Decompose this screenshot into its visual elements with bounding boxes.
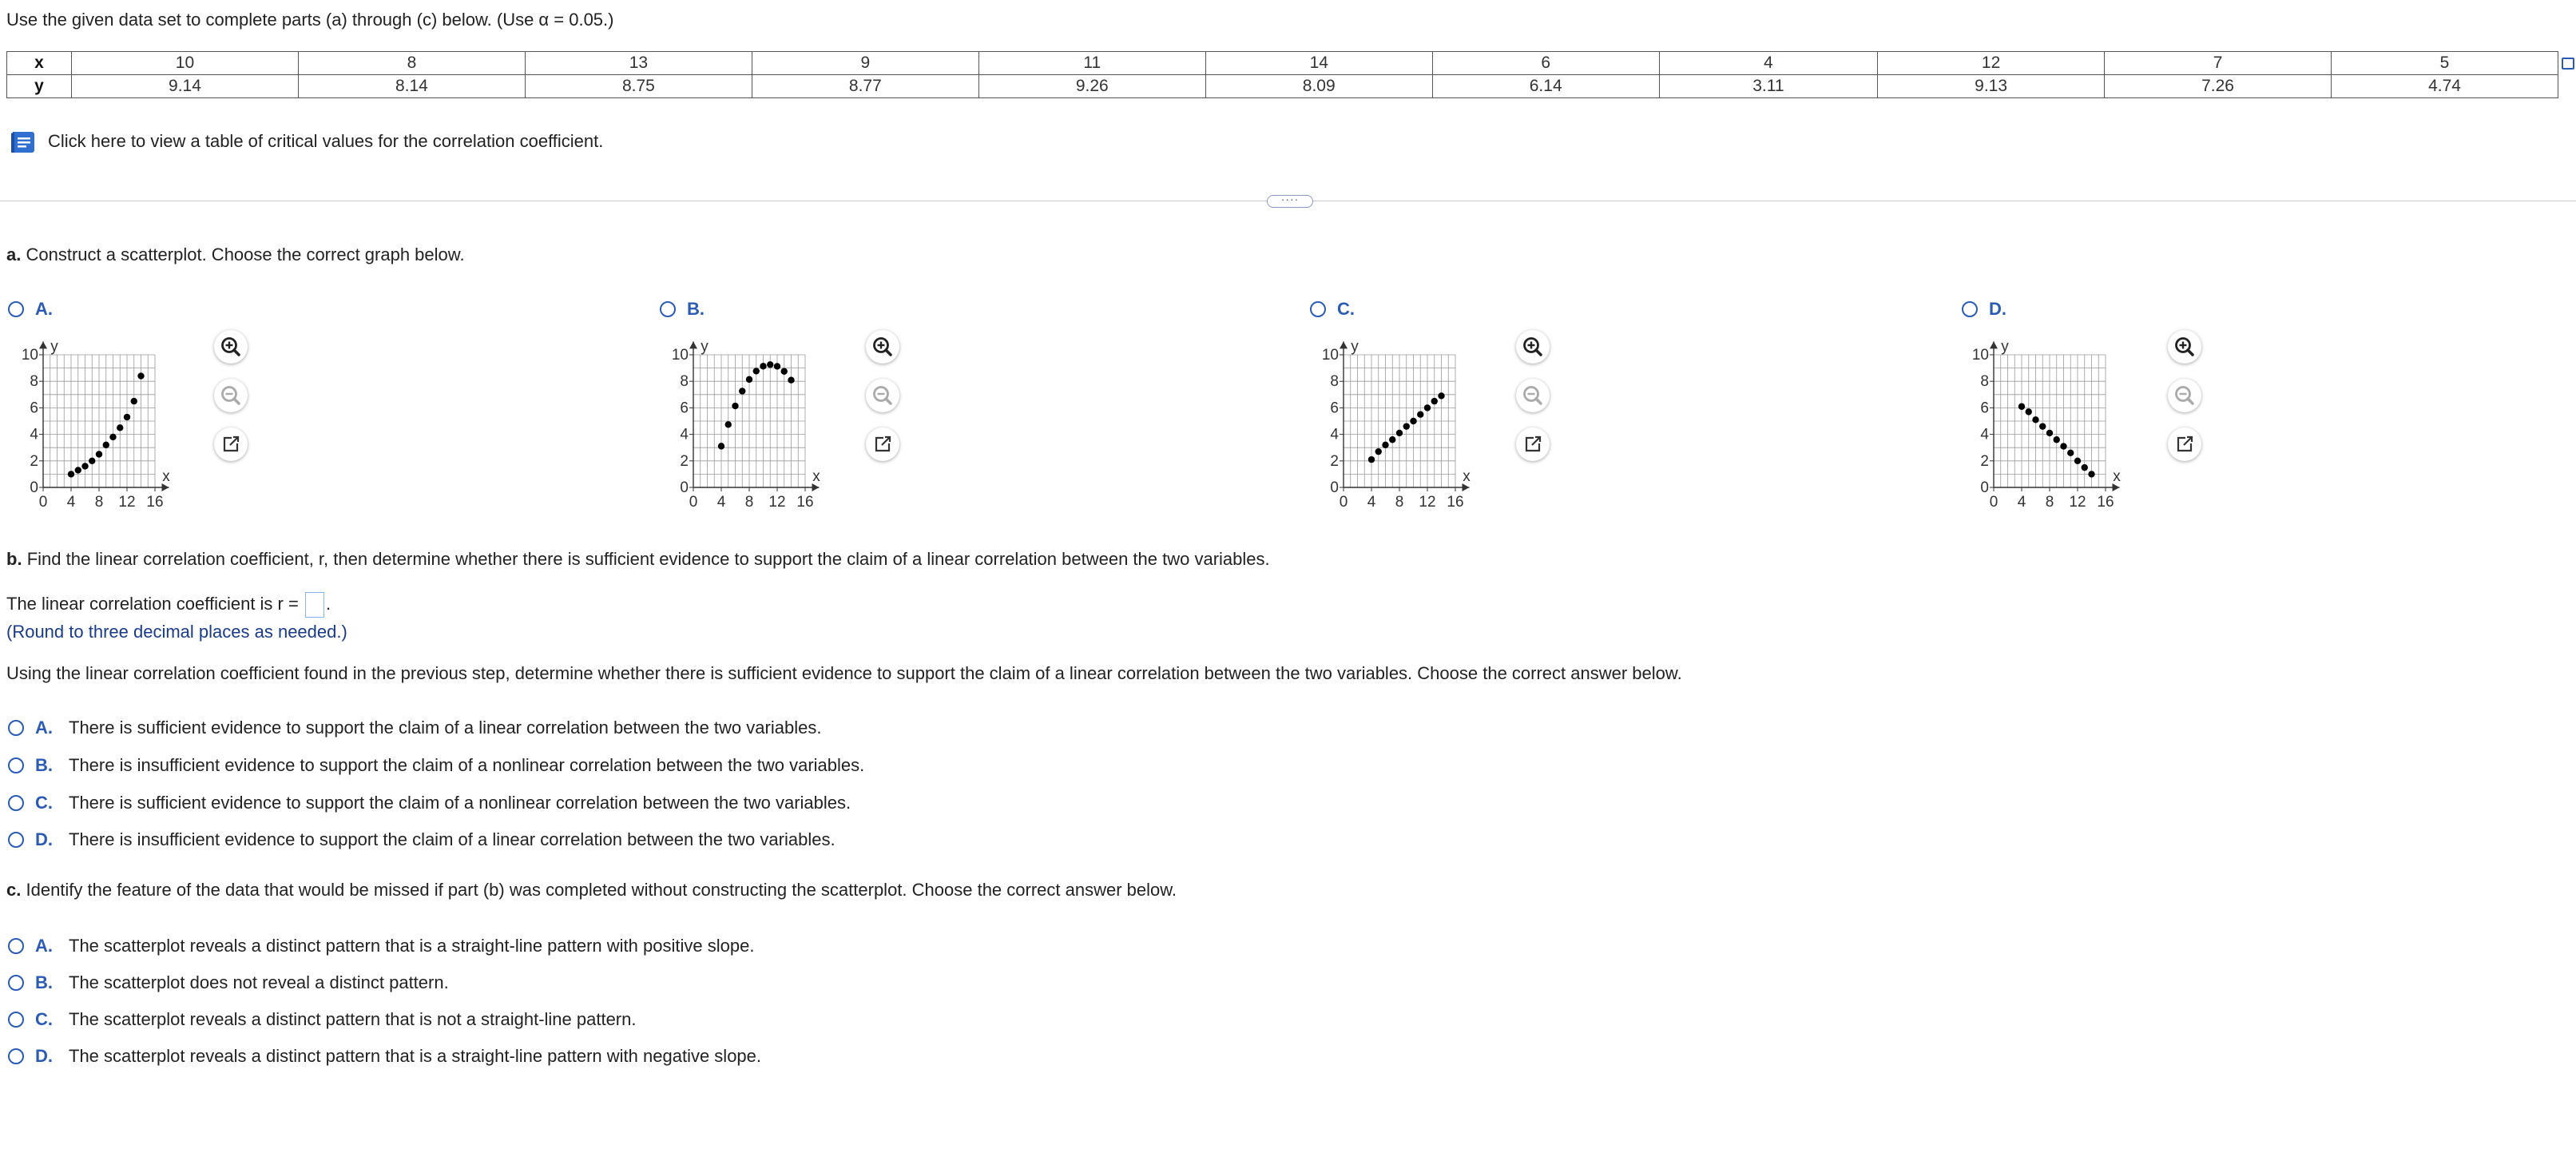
table-cell-y: 8.09 <box>1205 75 1432 98</box>
zoom-out-button[interactable] <box>866 379 899 412</box>
y-axis-label: y <box>50 338 58 356</box>
data-point <box>788 377 794 384</box>
divider-handle[interactable]: ···· <box>1267 195 1313 208</box>
part-a-prompt <box>6 245 465 265</box>
zoom-out-button[interactable] <box>2168 379 2201 412</box>
y-tick-label: 4 <box>30 426 38 443</box>
table-cell-x: 7 <box>2105 52 2332 75</box>
scatterplot-option-d <box>1965 328 2157 519</box>
x-tick-label: 16 <box>146 494 164 511</box>
x-tick-label: 4 <box>66 494 76 511</box>
data-point <box>124 414 130 420</box>
data-point <box>760 363 766 369</box>
table-header-y: y <box>7 75 72 98</box>
x-tick-label: 12 <box>768 494 786 511</box>
r-period: . <box>325 593 331 614</box>
part-c-option-b-radio[interactable] <box>8 975 24 991</box>
part-b-option-a-radio[interactable] <box>8 720 24 736</box>
part-c-option-d-letter[interactable]: D. <box>35 1046 53 1066</box>
table-cell-x: 5 <box>2332 52 2558 75</box>
y-axis-label: y <box>1351 338 1359 356</box>
data-point <box>75 467 81 473</box>
data-point <box>1403 423 1410 429</box>
data-point <box>1368 456 1375 463</box>
x-tick-label: 16 <box>2097 494 2114 511</box>
book-icon[interactable] <box>8 129 38 156</box>
y-axis-label: y <box>701 338 708 356</box>
y-tick-label: 2 <box>680 452 689 470</box>
round-note: (Round to three decimal places as needed.) <box>6 622 347 642</box>
question-intro: Use the given data set to complete parts (a) through (c) below. (Use α = 0.05.) <box>6 10 614 30</box>
scatterplot-option-b <box>665 328 856 519</box>
x-axis-label: x <box>162 468 170 485</box>
y-tick-label: 8 <box>1330 373 1339 391</box>
part-c-option-b-letter[interactable]: B. <box>35 972 53 992</box>
part-a-option-c-radio[interactable] <box>1310 301 1326 317</box>
part-a-option-b-label[interactable]: B. <box>687 299 705 319</box>
part-a-option-a-radio[interactable] <box>8 301 24 317</box>
data-point <box>1375 448 1382 455</box>
table-row-y <box>7 75 2558 98</box>
y-tick-label: 0 <box>1980 479 1989 496</box>
part-b-option-b-radio[interactable] <box>8 757 24 773</box>
data-point <box>732 403 738 409</box>
data-point <box>2074 458 2081 464</box>
table-cell-y: 8.75 <box>525 75 752 98</box>
table-cell-x: 10 <box>72 52 299 75</box>
data-point <box>1438 392 1444 399</box>
part-b-option-c-text[interactable]: There is sufficient evidence to support the claim of a nonlinear correlation between the two variables. <box>69 793 851 813</box>
y-tick-label: 8 <box>30 373 38 391</box>
part-b-option-d-radio[interactable] <box>8 832 24 848</box>
r-answer-input[interactable] <box>305 592 324 618</box>
y-tick-label: 10 <box>1971 347 1989 364</box>
x-tick-label: 12 <box>118 494 136 511</box>
zoom-out-button[interactable] <box>1516 379 1550 412</box>
open-new-window-button[interactable] <box>866 427 899 461</box>
part-b-option-c-radio[interactable] <box>8 795 24 811</box>
data-point <box>89 458 95 464</box>
part-b-text: Find the linear correlation coefficient, r, then determine whether there is sufficient evidence to support the claim of a linear correlation between the two variables. <box>26 549 1270 569</box>
x-tick-label: 8 <box>94 494 104 511</box>
data-point <box>774 363 780 369</box>
zoom-in-button[interactable] <box>214 330 248 364</box>
part-b-option-a-letter[interactable]: A. <box>35 718 53 738</box>
part-c-option-a-text[interactable]: The scatterplot reveals a distinct pattern that is a straight-line pattern with positive slope. <box>69 936 755 956</box>
part-c-option-d-radio[interactable] <box>8 1048 24 1064</box>
zoom-out-icon <box>214 379 248 412</box>
part-a-letter: a. <box>6 245 22 264</box>
data-point <box>1396 430 1403 436</box>
part-c-text: Identify the feature of the data that would be missed if part (b) was completed without constructing the scatterplot. Choose the correct answer below. <box>26 880 1177 900</box>
y-tick-label: 4 <box>680 426 689 443</box>
part-a-option-b-radio[interactable] <box>660 301 676 317</box>
part-c-option-b-text[interactable]: The scatterplot does not reveal a distinct pattern. <box>69 972 449 992</box>
y-tick-label: 0 <box>680 479 689 496</box>
y-axis-arrow <box>1990 341 1998 348</box>
part-b-option-c-letter[interactable]: C. <box>35 793 53 813</box>
part-c-prompt <box>6 880 1177 901</box>
x-tick-label: 0 <box>38 494 48 511</box>
data-point <box>1431 398 1438 404</box>
table-cell-x: 6 <box>1432 52 1659 75</box>
table-cell-x: 11 <box>978 52 1205 75</box>
part-c-option-c-text[interactable]: The scatterplot reveals a distinct pattern that is not a straight-line pattern. <box>69 1009 637 1029</box>
x-axis-label: x <box>2113 468 2121 485</box>
data-point <box>718 443 724 449</box>
table-cell-x: 12 <box>1878 52 2105 75</box>
zoom-in-button[interactable] <box>866 330 899 364</box>
zoom-in-icon <box>2168 330 2201 364</box>
part-c-option-d-text[interactable]: The scatterplot reveals a distinct pattern that is a straight-line pattern with negative slope. <box>69 1046 762 1066</box>
data-point <box>2032 416 2038 423</box>
table-cell-x: 4 <box>1659 52 1877 75</box>
y-tick-label: 6 <box>30 400 38 417</box>
y-tick-label: 8 <box>680 373 689 391</box>
y-tick-label: 6 <box>1980 400 1989 417</box>
data-point <box>1417 412 1423 418</box>
y-tick-label: 4 <box>1330 426 1339 443</box>
table-cell-y: 7.26 <box>2105 75 2332 98</box>
copy-data-icon[interactable] <box>2562 58 2574 70</box>
data-point <box>2067 450 2074 456</box>
y-tick-label: 10 <box>1321 347 1339 364</box>
table-cell-y: 8.77 <box>752 75 978 98</box>
open-new-window-button[interactable] <box>214 427 248 461</box>
data-point <box>81 463 88 469</box>
table-row-x <box>7 52 2558 75</box>
y-tick-label: 6 <box>680 400 689 417</box>
x-tick-label: 12 <box>2069 494 2086 511</box>
table-cell-y: 9.14 <box>72 75 299 98</box>
y-axis-arrow <box>1340 341 1348 348</box>
y-axis-label: y <box>2001 338 2009 356</box>
scatterplot-option-c <box>1315 328 1506 519</box>
y-tick-label: 0 <box>1330 479 1339 496</box>
x-tick-label: 4 <box>716 494 726 511</box>
data-table <box>6 51 2558 98</box>
x-axis-label: x <box>1463 468 1471 485</box>
external-link-icon <box>2168 427 2201 461</box>
external-link-icon <box>214 427 248 461</box>
x-tick-label: 8 <box>1395 494 1404 511</box>
table-header-x: x <box>7 52 72 75</box>
data-point <box>1410 418 1416 424</box>
part-b-option-d-text[interactable]: There is insufficient evidence to support the claim of a linear correlation between the two variables. <box>69 829 836 849</box>
zoom-in-icon <box>1516 330 1550 364</box>
part-a-option-d-radio[interactable] <box>1962 301 1978 317</box>
data-point <box>739 388 745 394</box>
y-tick-label: 2 <box>1980 452 1989 470</box>
part-a-option-c-label[interactable]: C. <box>1337 299 1355 319</box>
zoom-out-icon <box>2168 379 2201 412</box>
zoom-in-button[interactable] <box>1516 330 1550 364</box>
data-point <box>2082 464 2088 471</box>
table-cell-y: 9.13 <box>1878 75 2105 98</box>
x-tick-label: 8 <box>744 494 754 511</box>
data-point <box>68 471 74 477</box>
zoom-in-icon <box>214 330 248 364</box>
x-tick-label: 4 <box>1367 494 1376 511</box>
r-label: The linear correlation coefficient is r = <box>6 593 299 614</box>
data-point <box>96 451 102 457</box>
part-b-option-b-letter[interactable]: B. <box>35 755 53 775</box>
data-point <box>1389 436 1395 443</box>
part-c-letter: c. <box>6 880 22 900</box>
y-axis-arrow <box>689 341 697 348</box>
part-b-prompt <box>6 549 1270 570</box>
open-new-window-button[interactable] <box>1516 427 1550 461</box>
table-cell-y: 4.74 <box>2332 75 2558 98</box>
part-b-letter: b. <box>6 549 22 569</box>
part-b-question: Using the linear correlation coefficient found in the previous step, determine whether there is sufficient evidence to support the claim of a linear correlation between the two variables. Choose the correct answer below. <box>6 663 1682 683</box>
critical-values-link[interactable]: Click here to view a table of critical values for the correlation coefficient. <box>48 131 604 151</box>
scatterplot-option-a <box>14 328 206 519</box>
data-point <box>767 361 773 368</box>
part-b-option-d-letter[interactable]: D. <box>35 829 53 849</box>
zoom-out-button[interactable] <box>214 379 248 412</box>
x-tick-label: 8 <box>2045 494 2054 511</box>
open-new-window-button[interactable] <box>2168 427 2201 461</box>
zoom-out-icon <box>866 379 899 412</box>
y-tick-label: 6 <box>1330 400 1339 417</box>
zoom-in-button[interactable] <box>2168 330 2201 364</box>
part-a-option-a-label[interactable]: A. <box>35 299 53 319</box>
part-c-option-c-radio[interactable] <box>8 1012 24 1028</box>
table-cell-x: 8 <box>298 52 525 75</box>
table-cell-y: 6.14 <box>1432 75 1659 98</box>
x-tick-label: 0 <box>689 494 698 511</box>
data-point <box>781 368 788 375</box>
y-tick-label: 10 <box>671 347 689 364</box>
x-axis-label: x <box>812 468 820 485</box>
table-cell-y: 8.14 <box>298 75 525 98</box>
data-point <box>2039 423 2046 429</box>
x-tick-label: 4 <box>2017 494 2026 511</box>
data-point <box>2018 404 2025 410</box>
external-link-icon <box>866 427 899 461</box>
zoom-in-icon <box>866 330 899 364</box>
part-c-option-a-radio[interactable] <box>8 938 24 954</box>
data-point <box>2088 471 2094 477</box>
zoom-out-icon <box>1516 379 1550 412</box>
x-tick-label: 12 <box>1419 494 1436 511</box>
table-cell-x: 9 <box>752 52 978 75</box>
x-tick-label: 16 <box>1447 494 1464 511</box>
y-tick-label: 0 <box>30 479 38 496</box>
external-link-icon <box>1516 427 1550 461</box>
data-point <box>1424 404 1431 411</box>
table-cell-x: 14 <box>1205 52 1432 75</box>
table-cell-y: 3.11 <box>1659 75 1877 98</box>
data-point <box>746 376 752 383</box>
x-tick-label: 16 <box>796 494 814 511</box>
y-tick-label: 10 <box>21 347 38 364</box>
x-tick-label: 0 <box>1339 494 1348 511</box>
table-cell-y: 9.26 <box>978 75 1205 98</box>
y-tick-label: 8 <box>1980 373 1989 391</box>
data-point <box>137 372 144 379</box>
y-tick-label: 2 <box>1330 452 1339 470</box>
data-point <box>131 398 137 404</box>
data-point <box>2060 443 2066 449</box>
part-a-option-d-label[interactable]: D. <box>1989 299 2006 319</box>
part-c-option-a-letter[interactable]: A. <box>35 936 53 956</box>
x-tick-label: 0 <box>1989 494 1998 511</box>
table-cell-x: 13 <box>525 52 752 75</box>
part-b-option-a-text[interactable]: There is sufficient evidence to support the claim of a linear correlation between the two variables. <box>69 718 822 738</box>
y-tick-label: 2 <box>30 452 38 470</box>
part-a-text: Construct a scatterplot. Choose the correct graph below. <box>26 245 465 264</box>
data-point <box>1382 442 1388 448</box>
y-tick-label: 4 <box>1980 426 1989 443</box>
data-point <box>117 424 123 431</box>
data-point <box>2046 430 2053 436</box>
data-point <box>2026 408 2032 415</box>
part-b-option-b-text[interactable]: There is insufficient evidence to support the claim of a nonlinear correlation between the two variables. <box>69 755 865 775</box>
data-point <box>103 442 109 448</box>
data-point <box>753 368 760 374</box>
data-point <box>2054 436 2060 443</box>
r-statement <box>6 592 331 618</box>
data-point <box>725 421 732 427</box>
part-c-option-c-letter[interactable]: C. <box>35 1009 53 1029</box>
data-point <box>109 434 116 440</box>
y-axis-arrow <box>39 341 47 348</box>
